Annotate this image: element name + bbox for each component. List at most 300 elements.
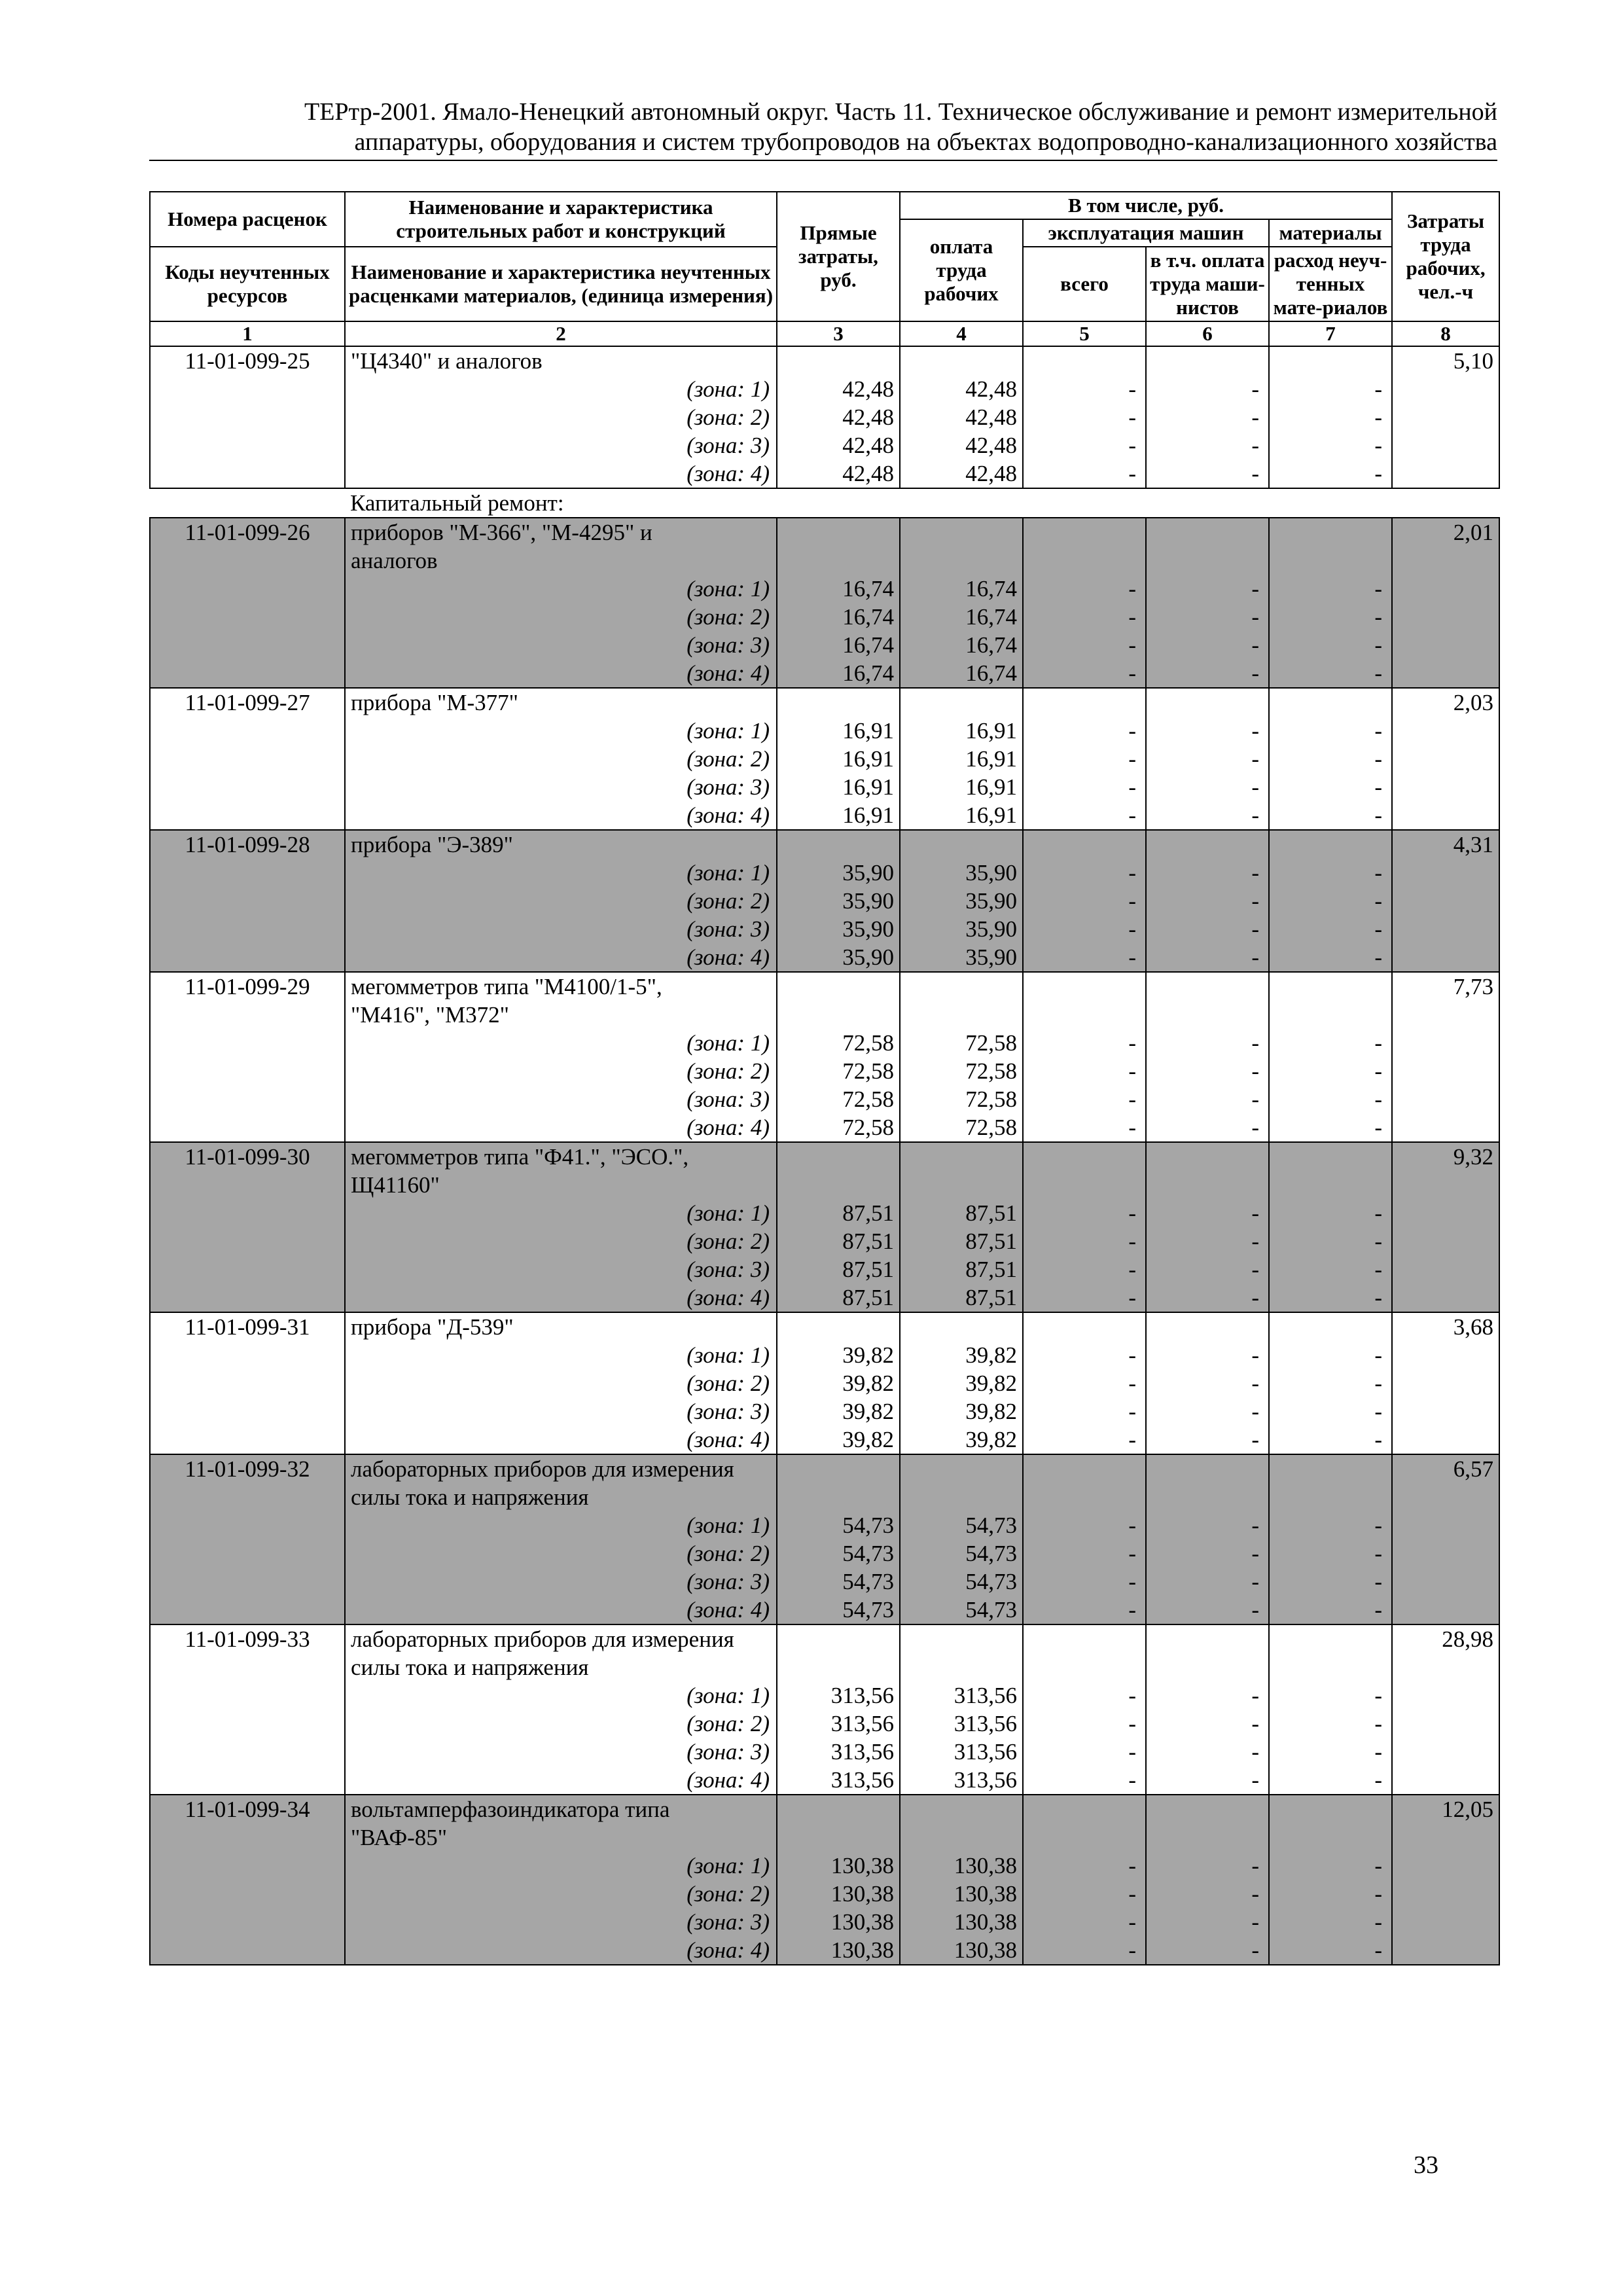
direct-costs-value: 54,73 xyxy=(777,1539,900,1568)
rate-name: "М416", "М372" xyxy=(345,1001,777,1029)
rate-code: 11-01-099-32 xyxy=(150,1454,345,1483)
empty-cell xyxy=(150,1539,345,1568)
table-header xyxy=(150,192,1499,346)
direct-costs-value: 16,74 xyxy=(777,631,900,659)
empty-cell xyxy=(150,859,345,887)
zone-row xyxy=(150,1369,1499,1397)
zone-row xyxy=(150,915,1499,943)
empty-cell xyxy=(1269,547,1392,575)
zone-label: (зона: 3) xyxy=(345,1568,777,1596)
zone-row xyxy=(150,431,1499,459)
direct-costs-value: 16,74 xyxy=(777,659,900,688)
rate-name: мегомметров типа "М4100/1-5", xyxy=(345,972,777,1001)
wages-value: 130,38 xyxy=(900,1936,1023,1965)
rate-name: лабораторных приборов для измерения xyxy=(345,1624,777,1653)
empty-cell xyxy=(150,1029,345,1057)
empty-cell xyxy=(777,1171,900,1199)
rate-name: прибора "Д-539" xyxy=(345,1312,777,1341)
operator-wages-value: - xyxy=(1146,659,1269,688)
direct-costs-value: 42,48 xyxy=(777,459,900,488)
materials-usage-value: - xyxy=(1269,659,1392,688)
column-number-3: 3 xyxy=(777,321,900,346)
operator-wages-value: - xyxy=(1146,801,1269,830)
rates-table xyxy=(149,191,1500,1965)
materials-usage-value: - xyxy=(1269,745,1392,773)
rate-title-continuation-row xyxy=(150,1483,1499,1511)
operator-wages-value: - xyxy=(1146,1710,1269,1738)
machines-total-value: - xyxy=(1023,801,1146,830)
empty-cell xyxy=(150,1426,345,1454)
page-number: 33 xyxy=(1414,2151,1438,2179)
machines-total-value: - xyxy=(1023,459,1146,488)
direct-costs-value: 42,48 xyxy=(777,403,900,431)
zone-label: (зона: 2) xyxy=(345,1227,777,1255)
zone-row xyxy=(150,1852,1499,1880)
wages-value: 87,51 xyxy=(900,1199,1023,1227)
zone-row xyxy=(150,575,1499,603)
empty-cell xyxy=(1023,688,1146,717)
col-resource-codes-header: Коды неучтенных ресурсов xyxy=(150,247,345,321)
labor-cost: 9,32 xyxy=(1392,1142,1499,1171)
direct-costs-value: 72,58 xyxy=(777,1113,900,1142)
empty-cell xyxy=(1269,346,1392,375)
direct-costs-value: 16,91 xyxy=(777,745,900,773)
operator-wages-value: - xyxy=(1146,1596,1269,1624)
machines-total-value: - xyxy=(1023,1085,1146,1113)
machines-total-value: - xyxy=(1023,1539,1146,1568)
empty-cell xyxy=(150,1511,345,1539)
empty-cell xyxy=(1392,1568,1499,1596)
zone-row xyxy=(150,1568,1499,1596)
empty-cell xyxy=(150,1483,345,1511)
wages-value: 35,90 xyxy=(900,887,1023,915)
zone-label: (зона: 2) xyxy=(345,1539,777,1568)
empty-cell xyxy=(150,1936,345,1965)
empty-cell xyxy=(1392,1085,1499,1113)
empty-cell xyxy=(150,1852,345,1880)
empty-cell xyxy=(900,1795,1023,1823)
wages-value: 42,48 xyxy=(900,431,1023,459)
direct-costs-value: 54,73 xyxy=(777,1596,900,1624)
operator-wages-value: - xyxy=(1146,1880,1269,1908)
rate-title-row xyxy=(150,688,1499,717)
wages-value: 313,56 xyxy=(900,1681,1023,1710)
empty-cell xyxy=(1392,375,1499,403)
rate-name: "ВАФ-85" xyxy=(345,1823,777,1852)
empty-cell xyxy=(1269,1454,1392,1483)
operator-wages-value: - xyxy=(1146,1568,1269,1596)
empty-cell xyxy=(150,659,345,688)
operator-wages-value: - xyxy=(1146,1085,1269,1113)
zone-row xyxy=(150,1227,1499,1255)
direct-costs-value: 16,91 xyxy=(777,773,900,801)
col-direct-costs-header: Прямые затраты, руб. xyxy=(777,192,900,321)
wages-value: 87,51 xyxy=(900,1283,1023,1312)
direct-costs-value: 130,38 xyxy=(777,1908,900,1936)
rate-title-row xyxy=(150,518,1499,547)
wages-value: 42,48 xyxy=(900,375,1023,403)
empty-cell xyxy=(1023,1823,1146,1852)
empty-cell xyxy=(150,1596,345,1624)
zone-label: (зона: 2) xyxy=(345,1880,777,1908)
materials-usage-value: - xyxy=(1269,1057,1392,1085)
empty-cell xyxy=(1023,1142,1146,1171)
empty-cell xyxy=(1392,943,1499,972)
direct-costs-value: 72,58 xyxy=(777,1057,900,1085)
machines-total-value: - xyxy=(1023,1057,1146,1085)
machines-total-value: - xyxy=(1023,1908,1146,1936)
empty-cell xyxy=(777,1142,900,1171)
empty-cell xyxy=(900,547,1023,575)
zone-row xyxy=(150,403,1499,431)
header-line-1: ТЕРтр-2001. Ямало-Ненецкий автономный округ. Часть 11. Техническое обслуживание и ремонт измерительной xyxy=(304,98,1497,126)
direct-costs-value: 313,56 xyxy=(777,1710,900,1738)
machines-total-value: - xyxy=(1023,1936,1146,1965)
direct-costs-value: 72,58 xyxy=(777,1085,900,1113)
column-number-2: 2 xyxy=(345,321,777,346)
empty-cell xyxy=(150,1766,345,1795)
zone-row xyxy=(150,1681,1499,1710)
materials-usage-value: - xyxy=(1269,375,1392,403)
empty-cell xyxy=(777,518,900,547)
empty-cell xyxy=(777,346,900,375)
direct-costs-value: 35,90 xyxy=(777,887,900,915)
empty-cell xyxy=(1392,801,1499,830)
wages-value: 54,73 xyxy=(900,1539,1023,1568)
col-wages-header: оплата труда рабочих xyxy=(900,219,1023,321)
machines-total-value: - xyxy=(1023,1681,1146,1710)
empty-cell xyxy=(1392,1936,1499,1965)
machines-total-value: - xyxy=(1023,1596,1146,1624)
empty-cell xyxy=(1269,1312,1392,1341)
zone-row xyxy=(150,1596,1499,1624)
operator-wages-value: - xyxy=(1146,859,1269,887)
empty-cell xyxy=(1023,1171,1146,1199)
operator-wages-value: - xyxy=(1146,1113,1269,1142)
rate-item-11-01-099-26 xyxy=(150,518,1499,688)
empty-cell xyxy=(1392,1852,1499,1880)
zone-label: (зона: 3) xyxy=(345,915,777,943)
zone-label: (зона: 2) xyxy=(345,887,777,915)
col-rate-numbers-header: Номера расценок xyxy=(150,192,345,247)
empty-cell xyxy=(900,518,1023,547)
empty-cell xyxy=(150,943,345,972)
materials-usage-value: - xyxy=(1269,1681,1392,1710)
operator-wages-value: - xyxy=(1146,1738,1269,1766)
rate-code: 11-01-099-27 xyxy=(150,688,345,717)
machines-total-value: - xyxy=(1023,1255,1146,1283)
direct-costs-value: 16,91 xyxy=(777,717,900,745)
empty-cell xyxy=(150,1397,345,1426)
wages-value: 313,56 xyxy=(900,1710,1023,1738)
zone-label: (зона: 3) xyxy=(345,1085,777,1113)
direct-costs-value: 39,82 xyxy=(777,1341,900,1369)
empty-cell xyxy=(150,717,345,745)
empty-cell xyxy=(1392,745,1499,773)
zone-row xyxy=(150,1738,1499,1766)
empty-cell xyxy=(900,1624,1023,1653)
operator-wages-value: - xyxy=(1146,773,1269,801)
section-title: Капитальный ремонт: xyxy=(350,490,564,516)
rate-title-row xyxy=(150,1624,1499,1653)
zone-label: (зона: 4) xyxy=(345,1936,777,1965)
wages-value: 39,82 xyxy=(900,1426,1023,1454)
rate-name: прибора "Э-389" xyxy=(345,830,777,859)
rate-title-row xyxy=(150,346,1499,375)
zone-label: (зона: 4) xyxy=(345,943,777,972)
empty-cell xyxy=(777,1653,900,1681)
empty-cell xyxy=(150,1823,345,1852)
zone-label: (зона: 4) xyxy=(345,1596,777,1624)
materials-usage-value: - xyxy=(1269,459,1392,488)
empty-cell xyxy=(150,1171,345,1199)
direct-costs-value: 16,91 xyxy=(777,801,900,830)
empty-cell xyxy=(1146,688,1269,717)
empty-cell xyxy=(900,1142,1023,1171)
zone-label: (зона: 2) xyxy=(345,1710,777,1738)
materials-usage-value: - xyxy=(1269,1397,1392,1426)
empty-cell xyxy=(150,745,345,773)
empty-cell xyxy=(1146,1001,1269,1029)
direct-costs-value: 130,38 xyxy=(777,1936,900,1965)
wages-value: 16,91 xyxy=(900,801,1023,830)
empty-cell xyxy=(1392,1596,1499,1624)
zone-row xyxy=(150,1255,1499,1283)
empty-cell xyxy=(1392,1001,1499,1029)
empty-cell xyxy=(1269,1483,1392,1511)
wages-value: 72,58 xyxy=(900,1029,1023,1057)
materials-usage-value: - xyxy=(1269,1511,1392,1539)
zone-label: (зона: 2) xyxy=(345,745,777,773)
wages-value: 130,38 xyxy=(900,1852,1023,1880)
materials-usage-value: - xyxy=(1269,859,1392,887)
labor-cost: 2,01 xyxy=(1392,518,1499,547)
empty-cell xyxy=(1146,1171,1269,1199)
empty-cell xyxy=(1392,431,1499,459)
operator-wages-value: - xyxy=(1146,1936,1269,1965)
empty-cell xyxy=(150,1681,345,1710)
materials-usage-value: - xyxy=(1269,943,1392,972)
direct-costs-value: 87,51 xyxy=(777,1283,900,1312)
rate-title-continuation-row xyxy=(150,1653,1499,1681)
empty-cell xyxy=(1392,859,1499,887)
operator-wages-value: - xyxy=(1146,1908,1269,1936)
zone-row xyxy=(150,631,1499,659)
operator-wages-value: - xyxy=(1146,943,1269,972)
zone-row xyxy=(150,745,1499,773)
empty-cell xyxy=(1392,1171,1499,1199)
operator-wages-value: - xyxy=(1146,631,1269,659)
zone-row xyxy=(150,1113,1499,1142)
zone-label: (зона: 1) xyxy=(345,1852,777,1880)
materials-usage-value: - xyxy=(1269,1255,1392,1283)
rate-name: вольтамперфазоиндикатора типа xyxy=(345,1795,777,1823)
zone-label: (зона: 1) xyxy=(345,1681,777,1710)
machines-total-value: - xyxy=(1023,745,1146,773)
rate-name: аналогов xyxy=(345,547,777,575)
operator-wages-value: - xyxy=(1146,1369,1269,1397)
materials-usage-value: - xyxy=(1269,1568,1392,1596)
empty-cell xyxy=(1392,1880,1499,1908)
column-number-6: 6 xyxy=(1146,321,1269,346)
empty-cell xyxy=(1269,1171,1392,1199)
empty-cell xyxy=(150,1113,345,1142)
wages-value: 87,51 xyxy=(900,1255,1023,1283)
zone-row xyxy=(150,1511,1499,1539)
wages-value: 39,82 xyxy=(900,1341,1023,1369)
empty-cell xyxy=(1146,1312,1269,1341)
zone-label: (зона: 1) xyxy=(345,717,777,745)
column-numbers-row xyxy=(150,321,1499,346)
empty-cell xyxy=(900,1454,1023,1483)
zone-row xyxy=(150,1341,1499,1369)
zone-label: (зона: 1) xyxy=(345,1511,777,1539)
col-work-name-header: Наименование и характеристика строительных работ и конструкций xyxy=(345,192,777,247)
empty-cell xyxy=(1392,1227,1499,1255)
zone-row xyxy=(150,603,1499,631)
operator-wages-value: - xyxy=(1146,1426,1269,1454)
empty-cell xyxy=(1023,346,1146,375)
machines-total-value: - xyxy=(1023,859,1146,887)
rate-item-11-01-099-25 xyxy=(150,346,1499,488)
materials-usage-value: - xyxy=(1269,403,1392,431)
empty-cell xyxy=(150,1001,345,1029)
empty-cell xyxy=(777,1312,900,1341)
zone-label: (зона: 4) xyxy=(345,659,777,688)
operator-wages-value: - xyxy=(1146,1852,1269,1880)
empty-cell xyxy=(150,1199,345,1227)
materials-usage-value: - xyxy=(1269,1199,1392,1227)
zone-row xyxy=(150,1199,1499,1227)
rate-title-continuation-row xyxy=(150,1171,1499,1199)
materials-usage-value: - xyxy=(1269,1029,1392,1057)
zone-row xyxy=(150,717,1499,745)
empty-cell xyxy=(150,375,345,403)
labor-cost: 28,98 xyxy=(1392,1624,1499,1653)
wages-value: 54,73 xyxy=(900,1596,1023,1624)
empty-cell xyxy=(1392,1766,1499,1795)
empty-cell xyxy=(1392,1823,1499,1852)
materials-usage-value: - xyxy=(1269,1369,1392,1397)
operator-wages-value: - xyxy=(1146,887,1269,915)
rate-name: мегомметров типа "Ф41.", "ЭСО.", xyxy=(345,1142,777,1171)
empty-cell xyxy=(1269,1001,1392,1029)
column-number-8: 8 xyxy=(1392,321,1499,346)
direct-costs-value: 35,90 xyxy=(777,859,900,887)
wages-value: 16,74 xyxy=(900,631,1023,659)
column-number-1: 1 xyxy=(150,321,345,346)
empty-cell xyxy=(1146,518,1269,547)
empty-cell xyxy=(777,830,900,859)
empty-cell xyxy=(1146,1142,1269,1171)
col-group-header: В том числе, руб. xyxy=(900,192,1392,219)
materials-usage-value: - xyxy=(1269,1852,1392,1880)
direct-costs-value: 35,90 xyxy=(777,915,900,943)
materials-usage-value: - xyxy=(1269,887,1392,915)
machines-total-value: - xyxy=(1023,403,1146,431)
zone-row xyxy=(150,1283,1499,1312)
machines-total-value: - xyxy=(1023,1341,1146,1369)
empty-cell xyxy=(777,1795,900,1823)
column-number-5: 5 xyxy=(1023,321,1146,346)
materials-usage-value: - xyxy=(1269,1085,1392,1113)
empty-cell xyxy=(1392,717,1499,745)
wages-value: 39,82 xyxy=(900,1397,1023,1426)
empty-cell xyxy=(1392,631,1499,659)
empty-cell xyxy=(1269,688,1392,717)
zone-row xyxy=(150,1880,1499,1908)
wages-value: 42,48 xyxy=(900,459,1023,488)
rate-item-11-01-099-33 xyxy=(150,1624,1499,1795)
rate-title-row xyxy=(150,1454,1499,1483)
empty-cell xyxy=(1269,830,1392,859)
zone-label: (зона: 2) xyxy=(345,1057,777,1085)
materials-usage-value: - xyxy=(1269,1710,1392,1738)
zone-label: (зона: 2) xyxy=(345,403,777,431)
empty-cell xyxy=(1392,1908,1499,1936)
zone-label: (зона: 3) xyxy=(345,1397,777,1426)
direct-costs-value: 16,74 xyxy=(777,575,900,603)
empty-cell xyxy=(150,1341,345,1369)
wages-value: 16,91 xyxy=(900,717,1023,745)
zone-row xyxy=(150,459,1499,488)
empty-cell xyxy=(1146,1454,1269,1483)
empty-cell xyxy=(900,688,1023,717)
zone-row xyxy=(150,659,1499,688)
rate-title-row xyxy=(150,1312,1499,1341)
empty-cell xyxy=(150,459,345,488)
rate-code: 11-01-099-25 xyxy=(150,346,345,375)
rate-item-11-01-099-30 xyxy=(150,1142,1499,1312)
machines-total-value: - xyxy=(1023,1852,1146,1880)
materials-usage-value: - xyxy=(1269,1539,1392,1568)
empty-cell xyxy=(900,1483,1023,1511)
machines-total-value: - xyxy=(1023,1426,1146,1454)
wages-value: 72,58 xyxy=(900,1085,1023,1113)
zone-label: (зона: 4) xyxy=(345,1283,777,1312)
header-line-2: аппаратуры, оборудования и систем трубопроводов на объектах водопроводно-канализационного хозяйства xyxy=(354,128,1497,156)
empty-cell xyxy=(150,1227,345,1255)
rate-name: "Ц4340" и аналогов xyxy=(345,346,777,375)
empty-cell xyxy=(777,972,900,1001)
empty-cell xyxy=(900,830,1023,859)
materials-usage-value: - xyxy=(1269,801,1392,830)
empty-cell xyxy=(150,631,345,659)
machines-total-value: - xyxy=(1023,575,1146,603)
empty-cell xyxy=(1392,1426,1499,1454)
wages-value: 35,90 xyxy=(900,859,1023,887)
materials-usage-value: - xyxy=(1269,1596,1392,1624)
machines-total-value: - xyxy=(1023,375,1146,403)
machines-total-value: - xyxy=(1023,1511,1146,1539)
machines-total-value: - xyxy=(1023,631,1146,659)
wages-value: 16,74 xyxy=(900,575,1023,603)
zone-label: (зона: 2) xyxy=(345,1369,777,1397)
direct-costs-value: 130,38 xyxy=(777,1852,900,1880)
operator-wages-value: - xyxy=(1146,915,1269,943)
machines-total-value: - xyxy=(1023,1283,1146,1312)
operator-wages-value: - xyxy=(1146,1681,1269,1710)
machines-total-value: - xyxy=(1023,1199,1146,1227)
materials-usage-value: - xyxy=(1269,603,1392,631)
zone-label: (зона: 4) xyxy=(345,1426,777,1454)
empty-cell xyxy=(150,575,345,603)
empty-cell xyxy=(1392,1341,1499,1369)
empty-cell xyxy=(1392,1511,1499,1539)
zone-label: (зона: 1) xyxy=(345,1341,777,1369)
rate-item-11-01-099-28 xyxy=(150,830,1499,972)
empty-cell xyxy=(150,547,345,575)
